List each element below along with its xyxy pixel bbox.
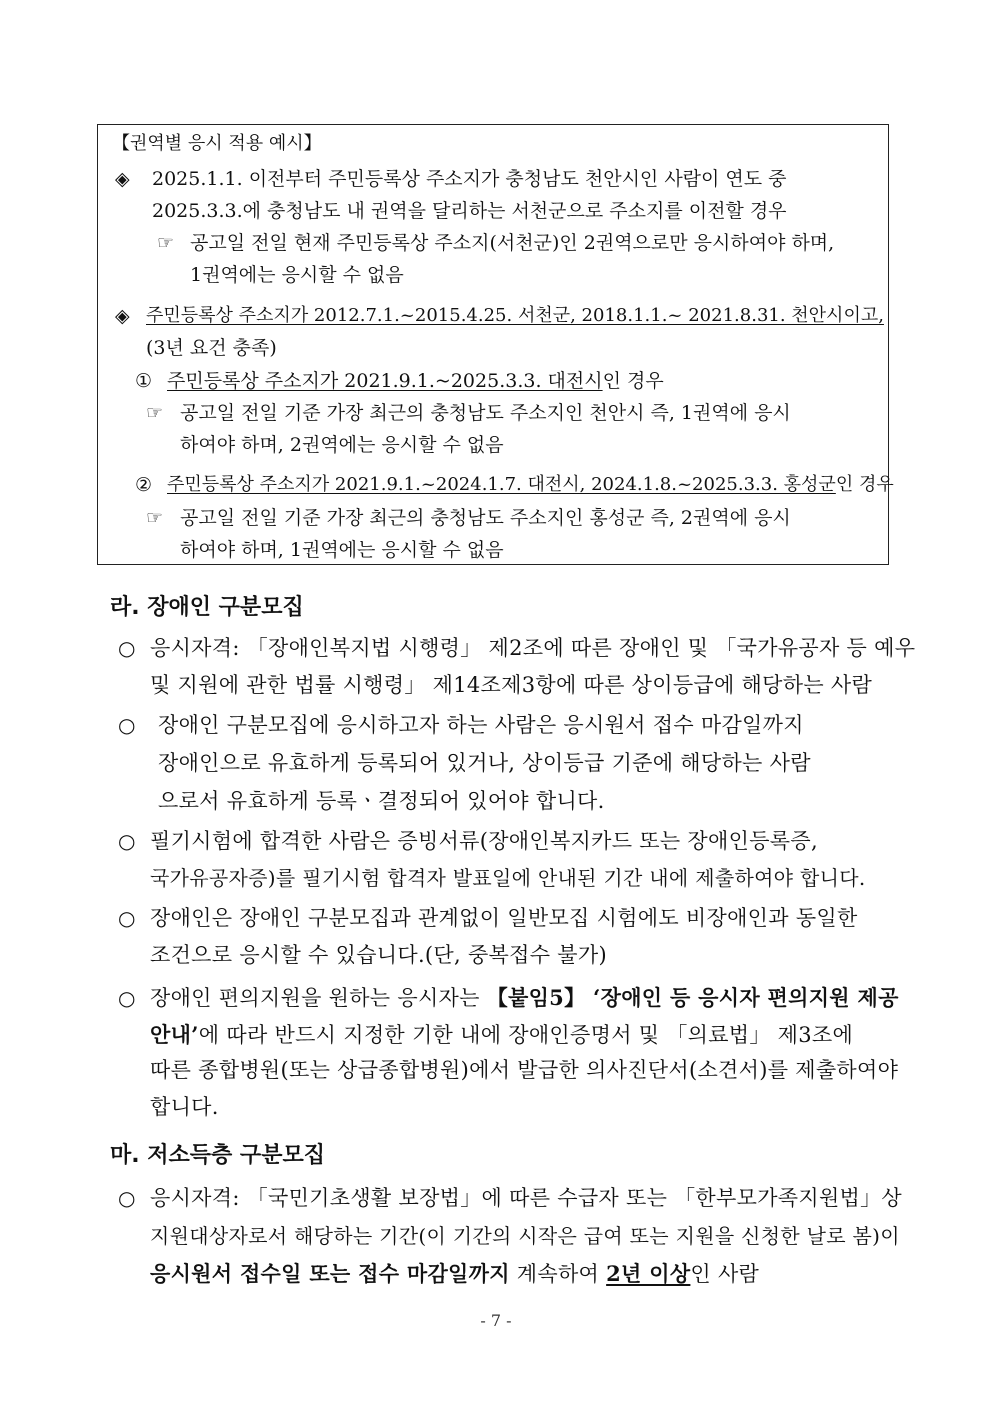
case2-text-rest: 인 경우 <box>835 474 894 495</box>
ra-p5-line3: 따른 종합병원(또는 상급종합병원)에서 발급한 의사진단서(소견서)를 제출하여야 <box>150 1058 899 1082</box>
case2-note-line1: 공고일 전일 기준 가장 최근의 충청남도 주소지인 홍성군 즉, 2권역에 응시 <box>180 507 791 529</box>
diamond-icon: ◈ <box>115 168 130 190</box>
ma-p1-line2: 지원대상자로서 해당하는 기간(이 기간의 시작은 급여 또는 지원을 신청한 날로 봄)이 <box>150 1224 900 1248</box>
case1-text-rest: 인 경우 <box>602 370 664 392</box>
ra-p4-line2: 조건으로 응시할 수 있습니다.(단, 중복접수 불가) <box>150 943 607 967</box>
circle-bullet-icon: ○ <box>118 829 136 853</box>
ra-p5-line1 <box>150 984 899 1012</box>
ra-p5-line4: 합니다. <box>150 1095 219 1119</box>
case2-text <box>167 473 894 497</box>
ma-p1-line1: 응시자격: 「국민기초생활 보장법」에 따른 수급자 또는 「한부모가족지원법」상 <box>150 1186 903 1210</box>
ra-p5-line2 <box>150 1021 853 1049</box>
circled-one-icon: ① <box>135 370 153 392</box>
ra-p4-line1: 장애인은 장애인 구분모집과 관계없이 일반모집 시험에도 비장애인과 동일한 <box>150 906 858 930</box>
example1-note-line2: 1권역에는 응시할 수 없음 <box>190 264 404 286</box>
circled-two-icon: ② <box>135 474 153 496</box>
ma-p1-line3-bold-underlined: 2년 이상 <box>606 1261 691 1286</box>
circle-bullet-icon: ○ <box>118 986 136 1010</box>
page-number: - 7 - <box>480 1311 512 1330</box>
case1-note-line2: 하여야 하며, 2권역에는 응시할 수 없음 <box>180 434 504 456</box>
ra-p5-line2-plain: 에 따라 반드시 지정한 기한 내에 장애인증명서 및 「의료법」 제3조에 <box>198 1023 854 1047</box>
case1-text-underlined: 주민등록상 주소지가 2021.9.1.~2025.3.3. 대전시 <box>167 370 603 392</box>
pointing-hand-icon: ☞ <box>157 232 175 254</box>
case1-note-line1: 공고일 전일 기준 가장 최근의 충청남도 주소지인 천안시 즉, 1권역에 응시 <box>180 402 791 424</box>
circle-bullet-icon: ○ <box>118 636 136 660</box>
circle-bullet-icon: ○ <box>118 906 136 930</box>
example1-note-line1: 공고일 전일 현재 주민등록상 주소지(서천군)인 2권역으로만 응시하여야 하며, <box>190 232 835 254</box>
pointing-hand-icon: ☞ <box>146 507 164 529</box>
ma-p1-line3-bold: 응시원서 접수일 또는 접수 마감일까지 <box>150 1261 510 1286</box>
ra-p1-line1: 응시자격: 「장애인복지법 시행령」 제2조에 따른 장애인 및 「국가유공자 등 예우 <box>150 636 916 660</box>
circle-bullet-icon: ○ <box>118 1186 136 1210</box>
circle-bullet-icon: ○ <box>118 713 136 737</box>
pointing-hand-icon: ☞ <box>146 402 164 424</box>
ra-p2-line2: 장애인으로 유효하게 등록되어 있거나, 상이등급 기준에 해당하는 사람 <box>158 751 811 775</box>
section-heading-ma: 마. 저소득층 구분모집 <box>110 1143 325 1168</box>
example2-line2: (3년 요건 충족) <box>146 337 277 359</box>
example2-line1: 주민등록상 주소지가 2012.7.1.~2015.4.25. 서천군, 2018.1.1.~ 2021.8.31. 천안시이고, <box>146 305 884 326</box>
ra-p2-line1: 장애인 구분모집에 응시하고자 하는 사람은 응시원서 접수 마감일까지 <box>158 713 804 737</box>
example1-line1: 2025.1.1. 이전부터 주민등록상 주소지가 충청남도 천안시인 사람이 연도 중 <box>152 168 787 190</box>
example1-line2: 2025.3.3.에 충청남도 내 권역을 달리하는 서천군으로 주소지를 이전할 경우 <box>152 200 787 222</box>
ma-p1-line3-mid: 계속하여 <box>509 1262 607 1286</box>
ma-p1-line3-end: 인 사람 <box>690 1262 760 1286</box>
ra-p5-line1-bold: 【붙임5】 ‘장애인 등 응시자 편의지원 제공 <box>486 985 899 1010</box>
box-title: 【권역별 응시 적용 예시】 <box>112 133 322 154</box>
ra-p3-line1: 필기시험에 합격한 사람은 증빙서류(장애인복지카드 또는 장애인등록증, <box>150 829 818 853</box>
ra-p2-line3: 으로서 유효하게 등록ㆍ결정되어 있어야 합니다. <box>158 789 605 813</box>
case2-note-line2: 하여야 하며, 1권역에는 응시할 수 없음 <box>180 539 504 561</box>
ra-p5-line1-plain: 장애인 편의지원을 원하는 응시자는 <box>150 986 487 1010</box>
ra-p3-line2: 국가유공자증)를 필기시험 합격자 발표일에 안내된 기간 내에 제출하여야 합니다. <box>150 866 866 890</box>
section-heading-ra: 라. 장애인 구분모집 <box>110 595 304 620</box>
diamond-icon: ◈ <box>115 305 130 327</box>
ma-p1-line3 <box>150 1260 759 1288</box>
case1-text <box>167 369 664 393</box>
case2-text-underlined: 주민등록상 주소지가 2021.9.1.~2024.1.7. 대전시, 2024.1.8.~2025.3.3. 홍성군 <box>167 474 836 495</box>
ra-p5-line2-bold: 안내’ <box>150 1022 199 1047</box>
ra-p1-line2: 및 지원에 관한 법률 시행령」 제14조제3항에 따른 상이등급에 해당하는 사람 <box>150 673 873 697</box>
